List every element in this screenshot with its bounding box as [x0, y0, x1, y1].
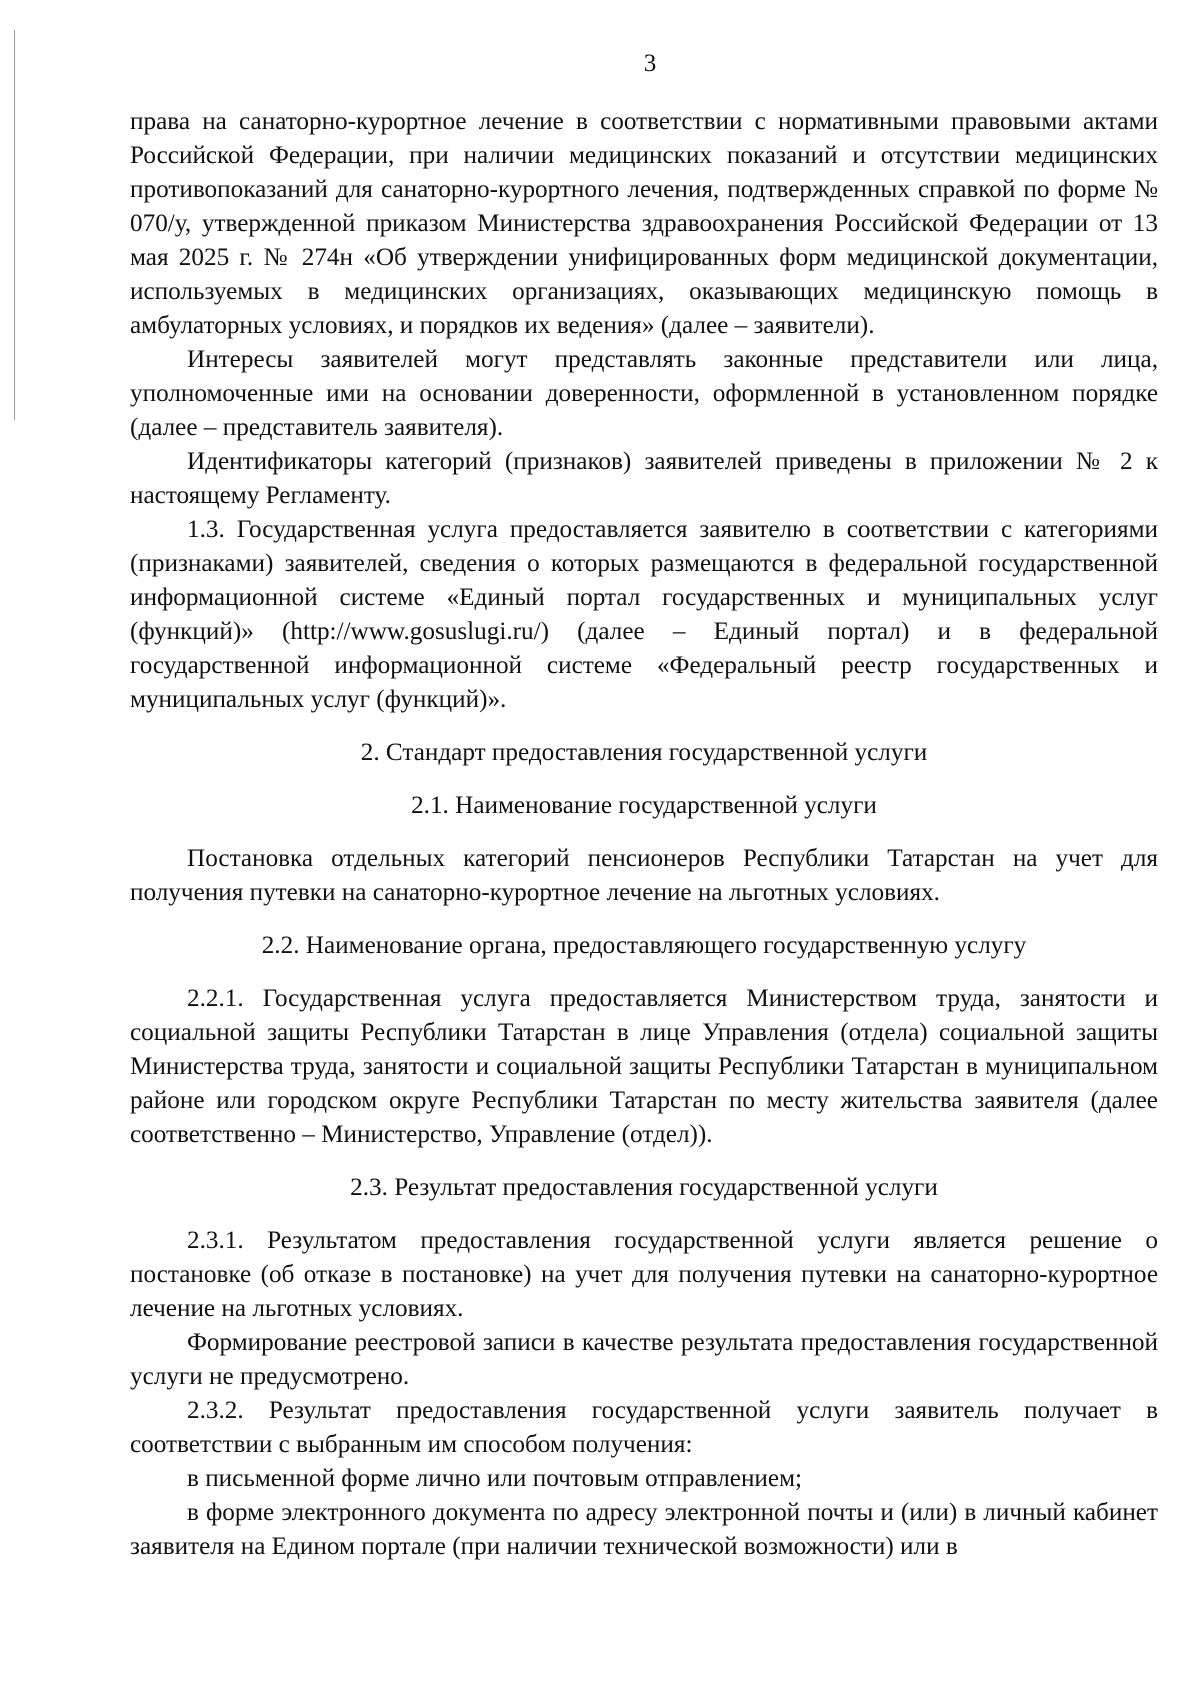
paragraph-2-2-1: 2.2.1. Государственная услуга предоставляется Министерством труда, занятости и социальной защиты Республики Татарстан в лице Управления (отдела) социальной защиты Министерства труда, занятости и социальной защиты Республики Татарстан в муниципальном районе или городском округе Республики Татарстан по месту жительства заявителя (далее соответственно – Министерство, Управление (отдел)). [130, 985, 1158, 1148]
section-heading-2-3: 2.3. Результат предоставления государственной услуги [350, 1174, 938, 1201]
paragraph-identifiers: Идентификаторы категорий (признаков) заявителей приведены в приложении № 2 к настоящему Регламенту. [130, 448, 1158, 509]
paragraph-applicants-continued: права на санаторно-курортное лечение в соответствии с нормативными правовыми актами Российской Федерации, при наличии медицинских показаний и отсутствии медицинских противопоказаний для санаторно-курортного лечения, подтвержденных справкой по форме № 070/у, утвержденной приказом Министерства здравоохранения Российской Федерации от 13 мая 2025 г. № 274н «Об утверждении унифицированных форм медицинской документации, используемых в медицинских организациях, оказывающих медицинскую помощь в амбулаторных условиях, и порядков их ведения» (далее – заявители). [130, 108, 1158, 339]
paragraph-service-name: Постановка отдельных категорий пенсионеров Республики Татарстан на учет для получения путевки на санаторно-курортное лечение на льготных условиях. [130, 845, 1158, 906]
paragraph-electronic-form: в форме электронного документа по адресу электронной почты и (или) в личный кабинет заявителя на Едином портале (при наличии технической возможности) или в [130, 1499, 1158, 1560]
document-body [130, 105, 1158, 1564]
paragraph-representatives: Интересы заявителей могут представлять законные представители или лица, уполномоченные ими на основании доверенности, оформленной в установленном порядке (далее – представитель заявителя). [130, 346, 1158, 441]
scan-edge-line [14, 30, 15, 420]
section-heading-2-1: 2.1. Наименование государственной услуги [411, 792, 877, 819]
paragraph-1-3: 1.3. Государственная услуга предоставляется заявителю в соответствии с категориями (признаками) заявителей, сведения о которых размещаются в федеральной государственной информационной системе «Единый портал государственных и муниципальных услуг (функций)» (http://www.gosuslugi.ru/) (далее – Единый портал) и в федеральной государственной информационной системе «Федеральный реестр государственных и муниципальных услуг (функций)». [130, 516, 1158, 713]
paragraph-2-3-2: 2.3.2. Результат предоставления государственной услуги заявитель получает в соответствии с выбранным им способом получения: [130, 1397, 1158, 1458]
paragraph-registry-record: Формирование реестровой записи в качестве результата предоставления государственной услуги не предусмотрено. [130, 1329, 1158, 1390]
paragraph-2-3-1: 2.3.1. Результатом предоставления государственной услуги является решение о постановке (об отказе в постановке) на учет для получения путевки на санаторно-курортное лечение на льготных условиях. [130, 1227, 1158, 1322]
section-heading-2-2: 2.2. Наименование органа, предоставляющего государственную услугу [261, 932, 1027, 959]
page-number: 3 [643, 50, 657, 77]
paragraph-written-form: в письменной форме лично или почтовым отправлением; [187, 1465, 803, 1492]
section-heading-2: 2. Стандарт предоставления государственной услуги [360, 739, 928, 766]
